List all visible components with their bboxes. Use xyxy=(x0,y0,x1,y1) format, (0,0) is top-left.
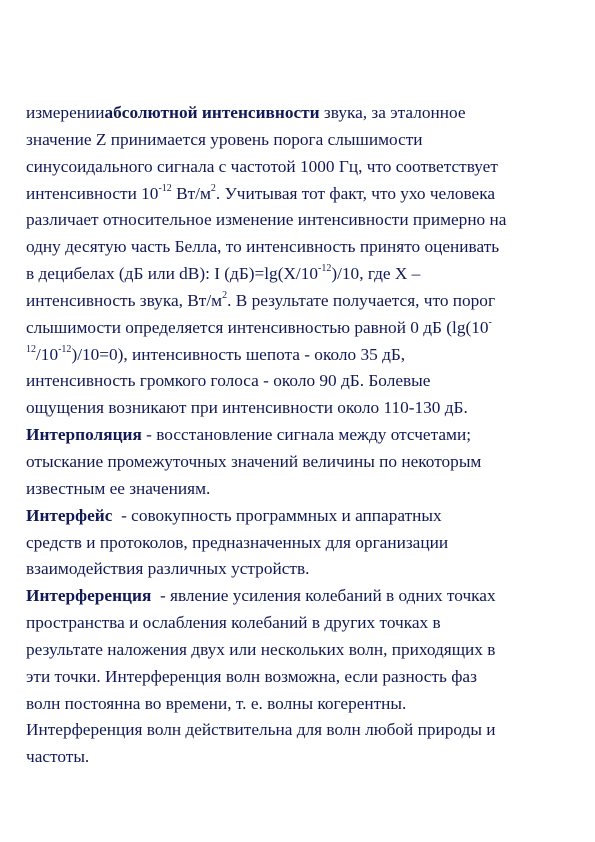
text-line xyxy=(26,664,578,691)
glossary-text xyxy=(26,100,578,771)
text-span: значение Z принимается уровень порога слышимости xyxy=(26,129,423,149)
text-span: измерении xyxy=(26,103,105,122)
term-interpolation: Интерполяция xyxy=(26,425,142,445)
superscript: 2 xyxy=(210,182,216,194)
text-line xyxy=(26,207,578,234)
text-line xyxy=(26,449,578,476)
term-absolute-intensity: абсолютной интенсивности xyxy=(104,103,320,122)
text-line xyxy=(26,127,578,154)
superscript: -12 xyxy=(318,263,332,275)
text-line xyxy=(26,342,578,369)
superscript: -12 xyxy=(158,182,172,194)
text-line xyxy=(26,717,578,744)
superscript: 2 xyxy=(222,290,228,302)
text-span: в децибелах (дБ или dB): I (дБ)=lg(X/10 xyxy=(26,264,319,284)
text-line xyxy=(26,315,578,342)
text-line xyxy=(26,556,578,583)
text-span: ощущения возникают при интенсивности около 110-130 дБ. xyxy=(26,398,468,418)
text-span: Вт/м xyxy=(171,183,211,203)
text-line xyxy=(26,691,578,718)
text-line xyxy=(26,261,578,288)
text-span: средств и протоколов, предназначенных для организации xyxy=(26,532,449,552)
text-span: эти точки. Интерференция волн возможна, если разность фаз xyxy=(26,666,477,686)
superscript: -12 xyxy=(58,343,72,355)
superscript: - xyxy=(488,316,492,328)
text-line xyxy=(26,503,578,530)
term-interface: Интерфейс xyxy=(26,505,113,525)
text-span: - совокупность программных и аппаратных xyxy=(112,505,442,525)
text-span: интенсивность звука, Вт/м xyxy=(26,290,223,310)
text-span: . В результате получается, что порог xyxy=(227,290,496,310)
text-span: взаимодействия различных устройств. xyxy=(26,559,310,579)
text-span: слышимости определяется интенсивностью равной 0 дБ (lg(10 xyxy=(26,317,489,337)
text-line xyxy=(26,744,578,771)
text-line xyxy=(26,234,578,261)
text-line xyxy=(26,395,578,422)
text-line xyxy=(26,530,578,557)
text-line xyxy=(26,610,578,637)
text-span: отыскание промежуточных значений величины по некоторым xyxy=(26,451,482,471)
text-line xyxy=(26,583,578,610)
text-line xyxy=(26,154,578,181)
text-span: /10 xyxy=(36,344,59,364)
text-span: . Учитывая тот факт, что ухо человека xyxy=(215,183,496,203)
text-span: различает относительное изменение интенсивности примерно на xyxy=(26,210,507,230)
text-span: Интерференция волн действительна для волн любой природы и xyxy=(26,720,496,740)
text-line xyxy=(26,637,578,664)
text-span: )/10=0), интенсивность шепота - около 35 дБ, xyxy=(71,344,406,364)
text-span: )/10, где X – xyxy=(331,264,421,284)
text-line xyxy=(26,100,578,127)
text-line xyxy=(26,368,578,395)
text-line xyxy=(26,476,578,503)
text-span: результате наложения двух или нескольких волн, приходящих в xyxy=(26,639,496,659)
text-span: интенсивности 10 xyxy=(26,183,159,203)
text-span: одну десятую часть Белла, то интенсивность принято оценивать xyxy=(26,237,500,257)
text-span: - восстановление сигнала между отсчетами; xyxy=(141,425,472,445)
text-line xyxy=(26,288,578,315)
term-interference: Интерференция xyxy=(26,586,152,606)
superscript: 12 xyxy=(26,343,36,355)
text-span: волн постоянна во времени, т. е. волны когерентны. xyxy=(26,693,407,713)
text-span: звука, за эталонное xyxy=(319,103,466,122)
text-span: синусоидального сигнала с частотой 1000 Гц, что соответствует xyxy=(26,156,498,176)
text-line xyxy=(26,422,578,449)
text-span: пространства и ослабления колебаний в других точках в xyxy=(26,613,441,633)
text-span: - явление усиления колебаний в одних точках xyxy=(151,586,496,606)
text-span: интенсивность громкого голоса - около 90 дБ. Болевые xyxy=(26,371,431,391)
text-span: известным ее значениям. xyxy=(26,478,211,498)
text-line xyxy=(26,181,578,208)
text-span: частоты. xyxy=(26,747,90,767)
